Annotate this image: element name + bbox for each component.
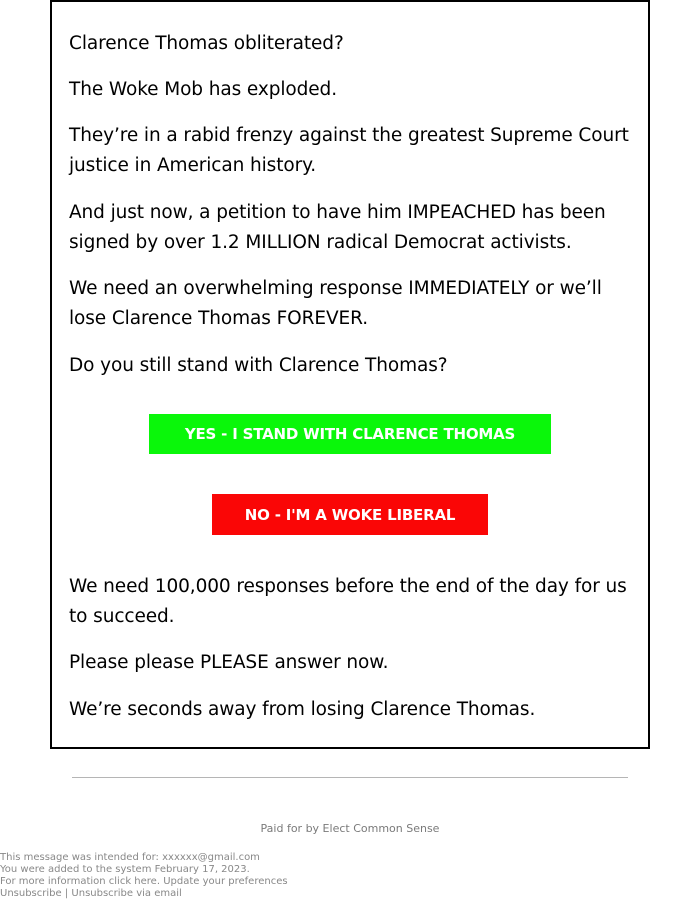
email-footer xyxy=(0,852,683,900)
paragraph-question: Do you still stand with Clarence Thomas? xyxy=(69,355,448,376)
paragraph-woke-mob: The Woke Mob has exploded. xyxy=(69,79,337,100)
paragraph-response: We need an overwhelming response IMMEDIATELY or we’ll lose Clarence Thomas FOREVER. xyxy=(69,278,602,329)
more-info-line xyxy=(0,876,683,888)
footer-divider xyxy=(72,777,628,778)
update-preferences-link[interactable]: Update your preferences xyxy=(163,876,288,887)
email-body xyxy=(50,0,650,749)
paragraph-responses-goal: We need 100,000 responses before the end of the day for us to succeed. xyxy=(69,576,627,627)
more-info-link[interactable]: For more information click here. xyxy=(0,876,161,887)
paragraph-petition: And just now, a petition to have him IMPEACHED has been signed by over 1.2 MILLION radical Democrat activists. xyxy=(69,202,606,253)
separator: | xyxy=(64,888,69,899)
unsubscribe-email-link[interactable]: Unsubscribe via email xyxy=(71,888,182,899)
paragraph-seconds-away: We’re seconds away from losing Clarence Thomas. xyxy=(69,699,536,720)
paragraph-answer-now: Please please PLEASE answer now. xyxy=(69,652,389,673)
unsubscribe-link[interactable]: Unsubscribe xyxy=(0,888,62,899)
paragraph-headline: Clarence Thomas obliterated? xyxy=(69,33,344,54)
unsubscribe-line xyxy=(0,888,683,900)
intended-for-text: This message was intended for: xxxxxx@gmail.com xyxy=(0,852,260,863)
paid-for-disclaimer: Paid for by Elect Common Sense xyxy=(260,822,440,835)
added-date-text: You were added to the system February 17, 2023. xyxy=(0,864,250,875)
no-woke-liberal-button[interactable]: NO - I'M A WOKE LIBERAL xyxy=(212,494,488,535)
yes-stand-button[interactable]: YES - I STAND WITH CLARENCE THOMAS xyxy=(149,414,551,454)
paragraph-rabid-frenzy: They’re in a rabid frenzy against the greatest Supreme Court justice in American history. xyxy=(69,125,629,176)
